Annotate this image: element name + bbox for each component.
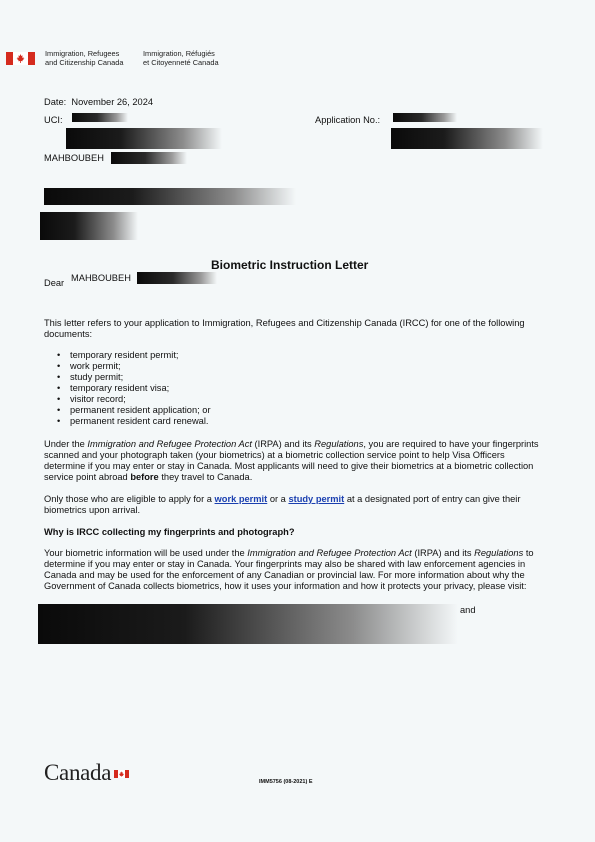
work-permit-link[interactable]: work permit bbox=[214, 494, 268, 504]
biometric-use-paragraph: Your biometric information will be used under the Immigration and Refugee Protection Act (IRPA) and its Regulations to determine if you may enter or stay in Canada. Your fingerprints may also be shared with law enforcement agencies in Canada and may be used for the enforcement of any Canadian or provincial law. For more information about why the Government of Canada collects biometrics, how it uses your information and how it protects your privacy, please visit: bbox=[44, 548, 534, 591]
redacted-surname bbox=[137, 272, 217, 284]
wordmark-flag-icon bbox=[114, 770, 129, 778]
form-code: IMM5756 (08-2021) E bbox=[259, 779, 313, 785]
recipient-name: MAHBOUBEH bbox=[44, 153, 104, 163]
date-value: November 26, 2024 bbox=[71, 97, 154, 107]
department-name-en: Immigration, Refugees and Citizenship Canada bbox=[45, 49, 124, 67]
study-permit-link[interactable]: study permit bbox=[288, 494, 345, 504]
letter-title: Biometric Instruction Letter bbox=[211, 258, 369, 272]
irpa-paragraph: Under the Immigration and Refugee Protection Act (IRPA) and its Regulations, you are required to have your fingerprints scanned and your photograph taken (your biometrics) at a biometric collection service point to help Visa Officers determine if you may enter or stay in Canada. Most applicants will need to give their biometrics at a biometric collection service point abroad before they travel to Canada. bbox=[44, 439, 539, 482]
list-item: • work permit; bbox=[44, 361, 344, 372]
redacted-surname bbox=[111, 152, 187, 164]
salutation-name: MAHBOUBEH bbox=[71, 273, 131, 283]
list-item: • temporary resident permit; bbox=[44, 350, 344, 361]
canada-wordmark: Canada bbox=[44, 760, 112, 785]
redacted-link bbox=[38, 604, 458, 644]
redacted-block bbox=[391, 128, 543, 149]
list-item: • permanent resident card renewal. bbox=[44, 416, 344, 427]
redacted-uci bbox=[72, 113, 128, 122]
redacted-address bbox=[40, 212, 138, 240]
port-of-entry-paragraph: Only those who are eligible to apply for a work permit or a study permit at a designated port of entry can give their biometrics upon arrival. bbox=[44, 494, 521, 515]
redacted-application-number bbox=[393, 113, 457, 122]
date-line bbox=[44, 97, 153, 108]
list-item: • temporary resident visa; bbox=[44, 383, 344, 394]
section-heading: Why is IRCC collecting my fingerprints and photograph? bbox=[44, 527, 295, 537]
salutation: Dear bbox=[44, 278, 65, 288]
application-number-label: Application No.: bbox=[315, 115, 381, 125]
redacted-address bbox=[44, 188, 296, 205]
list-item: • visitor record; bbox=[44, 394, 344, 405]
canada-flag-icon bbox=[6, 52, 35, 65]
redacted-block bbox=[66, 128, 222, 149]
department-name-fr: Immigration, Réfugiés et Citoyenneté Canada bbox=[143, 49, 219, 67]
list-item: • study permit; bbox=[44, 372, 344, 383]
date-label: Date: bbox=[44, 97, 67, 107]
uci-label: UCI: bbox=[44, 115, 63, 125]
documents-list bbox=[44, 350, 344, 427]
and-text: and bbox=[460, 605, 476, 615]
list-item: • permanent resident application; or bbox=[44, 405, 344, 416]
intro-paragraph: This letter refers to your application to Immigration, Refugees and Citizenship Canada (IRCC) for one of the following documents: bbox=[44, 318, 525, 339]
